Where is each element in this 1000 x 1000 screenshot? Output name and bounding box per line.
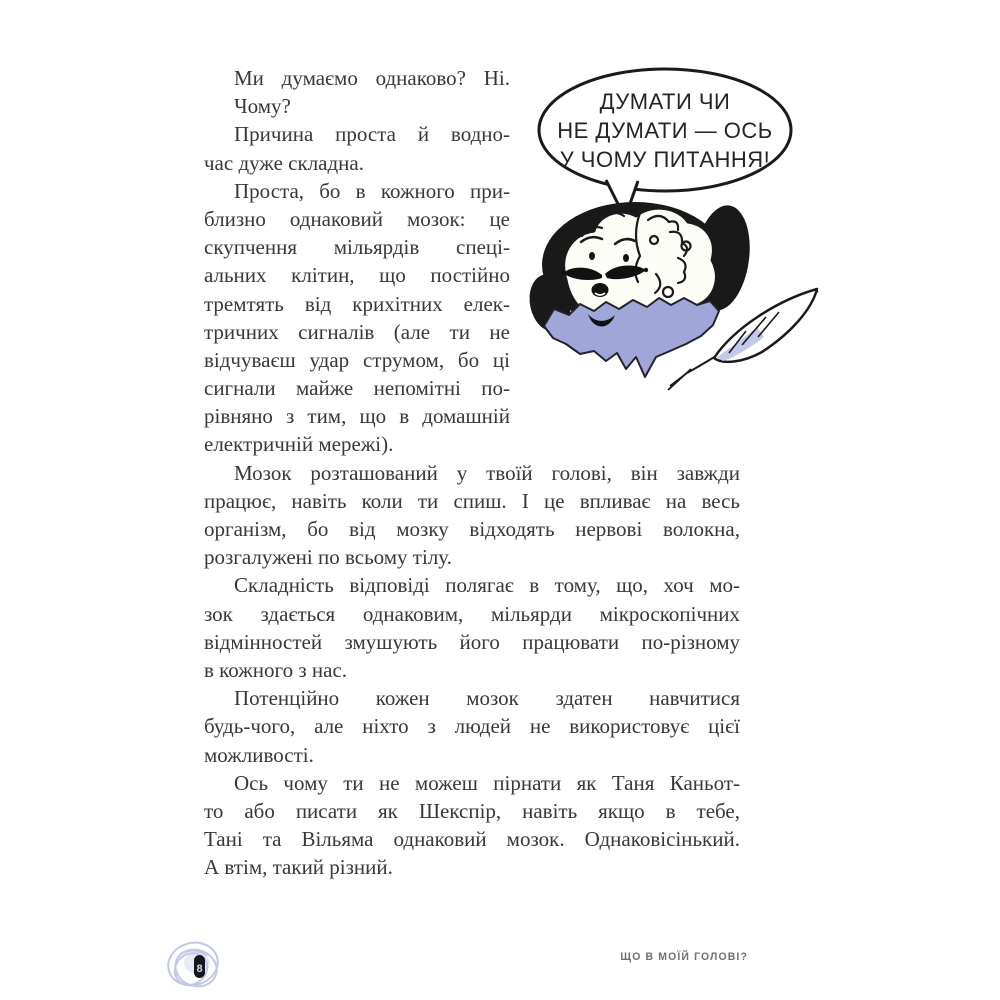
text-line: можливості. [204, 742, 314, 767]
speech-bubble-line: ДУМАТИ ЧИ [599, 89, 731, 114]
text-line: Потенційно кожен мозок здатен навчитися [234, 686, 740, 711]
text-line: то або писати як Шекспір, навіть якщо в тебе, [204, 798, 740, 823]
text-line: тричних сигналів (але ти не [204, 319, 510, 344]
text-line: зок здається однаковим, мільярди мікроскопічних [204, 601, 740, 626]
text-line: електричній мережі). [204, 432, 394, 457]
text-line: час дуже складна. [204, 150, 364, 175]
text-line: скупчення мільярдів спеці- [204, 235, 510, 260]
text-line: Мозок розташований у твоїй голові, він завжди [234, 460, 740, 485]
text-line: будь-чого, але ніхто з людей не використовує цієї [204, 714, 740, 739]
text-line: Ось чому ти не можеш пірнати як Таня Каньот- [234, 770, 740, 795]
text-line: відчуваєш удар струмом, бо ці [204, 347, 510, 372]
text-line: близно однаковий мозок: це [204, 206, 510, 231]
text-line: Ми думаємо однаково? Ні. [234, 66, 510, 90]
text-line: А втім, такий різний. [204, 855, 393, 880]
text-line: Проста, бо в кожного при- [234, 178, 510, 203]
speech-bubble-line: НЕ ДУМАТИ — ОСЬ [557, 118, 773, 143]
speech-bubble-line: У ЧОМУ ПИТАННЯ! [559, 147, 771, 172]
text-line: Тані та Вільяма однаковий мозок. Однаковісінький. [204, 827, 740, 852]
brain-doodle-icon [163, 937, 222, 992]
text-line: розгалужені по всьому тілу. [204, 545, 452, 570]
body-text [204, 64, 740, 881]
running-title: ЩО В МОЇЙ ГОЛОВІ? [620, 951, 748, 963]
text-line: організм, бо від мозку відходять нервові волокна, [204, 517, 740, 541]
text-line: альних клітин, що постійно [204, 263, 510, 288]
page-number: 8 [196, 963, 203, 975]
page-number-badge [163, 936, 225, 996]
text-line: Чому? [234, 94, 291, 119]
text-line: Причина проста й водно- [234, 122, 510, 147]
text-line: відмінностей змушують його працювати по-різному [204, 629, 740, 654]
text-line: рівняно з тим, що в домашній [204, 404, 510, 429]
text-line: працює, навіть коли ти спиш. І це впливає на весь [204, 488, 740, 513]
text-line: сигнали майже непомітні по- [204, 376, 510, 401]
text-line: Складність відповіді полягає в тому, що, хоч мо- [234, 573, 740, 598]
text-line: тремтять від крихітних елек- [204, 291, 510, 316]
text-line: в кожного з нас. [204, 657, 348, 682]
